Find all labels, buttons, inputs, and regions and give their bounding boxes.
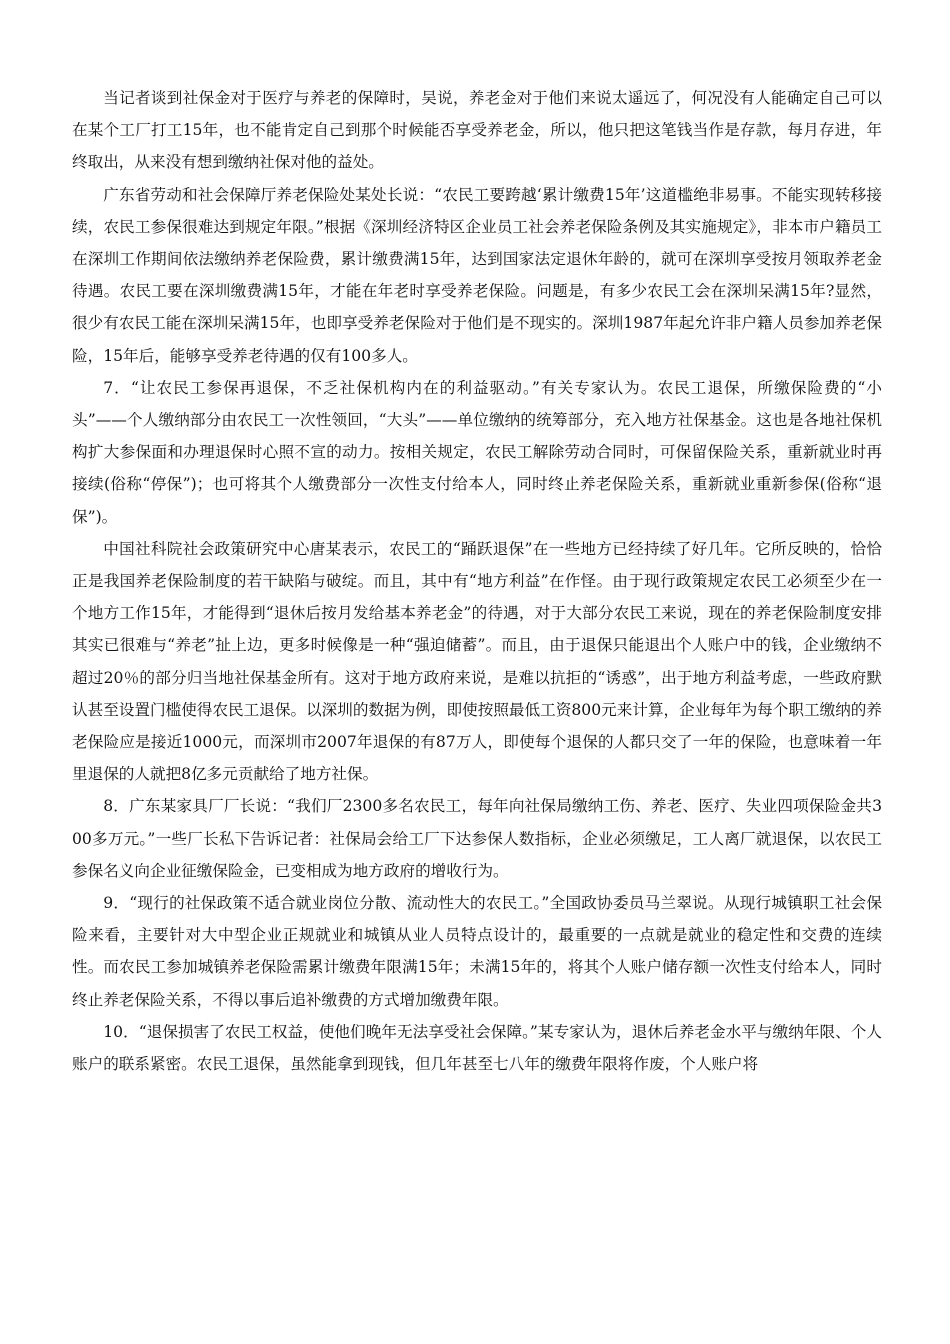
body-text [72, 82, 882, 1080]
paragraph-item-10-rights-harm: 10．“退保损害了农民工权益，使他们晚年无法享受社会保障。”某专家认为，退休后养老金水平与缴纳年限、个人账户的联系紧密。农民工退保，虽然能拿到现钱，但几年甚至七八年的缴费年限将作废，个人账户将 [72, 1022, 882, 1074]
paragraph-item-7-benefit-drive: 7．“让农民工参保再退保，不乏社保机构内在的利益驱动。”有关专家认为。农民工退保，所缴保险费的“小头”——个人缴纳部分由农民工一次性领回，“大头”——单位缴纳的统筹部分，充入地方社保基金。这也是各地社保机构扩大参保面和办理退保时心照不宣的动力。按相关规定，农民工解除劳动合同时，可保留保险关系，重新就业时再接续(俗称“停保”)；也可将其个人缴费部分一次性支付给本人，同时终止养老保险关系，重新就业重新参保(俗称“退保”)。 [72, 378, 882, 526]
paragraph-cass-withdrawal-analysis: 中国社科院社会政策研究中心唐某表示，农民工的“踊跃退保”在一些地方已经持续了好几年。它所反映的，恰恰正是我国养老保险制度的若干缺陷与破绽。而且，其中有“地方利益”在作怪。由于现行政策规定农民工必须至少在一个地方工作15年，才能得到“退休后按月发给基本养老金”的待遇，对于大部分农民工来说，现在的养老保险制度安排其实已很难与“养老”扯上边，更多时候像是一种“强迫储蓄”。而且，由于退保只能退出个人账户中的钱，企业缴纳不超过20％的部分归当地社保基金所有。这对于地方政府来说，是难以抗拒的“诱惑”，出于地方利益考虑，一些政府默认甚至设置门槛使得农民工退保。以深圳的数据为例，即使按照最低工资800元来计算，企业每年为每个职工缴纳的养老保险应是接近1000元，而深圳市2007年退保的有87万人，即使每个退保的人都只交了一年的保险，也意味着一年里退保的人就把8亿多元贡献给了地方社保。 [72, 539, 882, 784]
paragraph-item-9-policy-mismatch: 9．“现行的社保政策不适合就业岗位分散、流动性大的农民工。”全国政协委员马兰翠说。从现行城镇职工社会保险来看，主要针对大中型企业正规就业和城镇从业人员特点设计的，最重要的一点就是就业的稳定性和交费的连续性。而农民工参加城镇养老保险需累计缴费年限满15年；未满15年的，将其个人账户储存额一次性支付给本人，同时终止养老保险关系，不得以事后追补缴费的方式增加缴费年限。 [72, 894, 882, 1009]
paragraph-item-8-furniture-factory: 8．广东某家具厂厂长说：“我们厂2300多名农民工，每年向社保局缴纳工伤、养老、医疗、失业四项保险金共300多万元。”一些厂长私下告诉记者：社保局会给工厂下达参保人数指标，企业必须缴足，工人离厂就退保，以农民工参保名义向企业征缴保险金，已变相成为地方政府的增收行为。 [72, 797, 882, 880]
paragraph-guangdong-pension-threshold: 广东省劳动和社会保障厅养老保险处某处长说：“农民工要跨越‘累计缴费15年’这道槛绝非易事。不能实现转移接续，农民工参保很难达到规定年限。”根据《深圳经济特区企业员工社会养老保险条例及其实施规定》，非本市户籍员工在深圳工作期间依法缴纳养老保险费，累计缴费满15年，达到国家法定退休年龄的，就可在深圳享受按月领取养老金待遇。农民工要在深圳缴费满15年，才能在年老时享受养老保险。问题是，有多少农民工会在深圳呆满15年?显然，很少有农民工能在深圳呆满15年，也即享受养老保险对于他们是不现实的。深圳1987年起允许非户籍人员参加养老保险，15年后，能够享受养老待遇的仅有100多人。 [72, 185, 882, 365]
paragraph-social-insurance-savings: 当记者谈到社保金对于医疗与养老的保障时，吴说，养老金对于他们来说太遥远了，何况没有人能确定自己可以在某个工厂打工15年，也不能肯定自己到那个时候能否享受养老金，所以，他只把这笔钱当作是存款，每月存进，年终取出，从来没有想到缴纳社保对他的益处。 [72, 89, 882, 172]
